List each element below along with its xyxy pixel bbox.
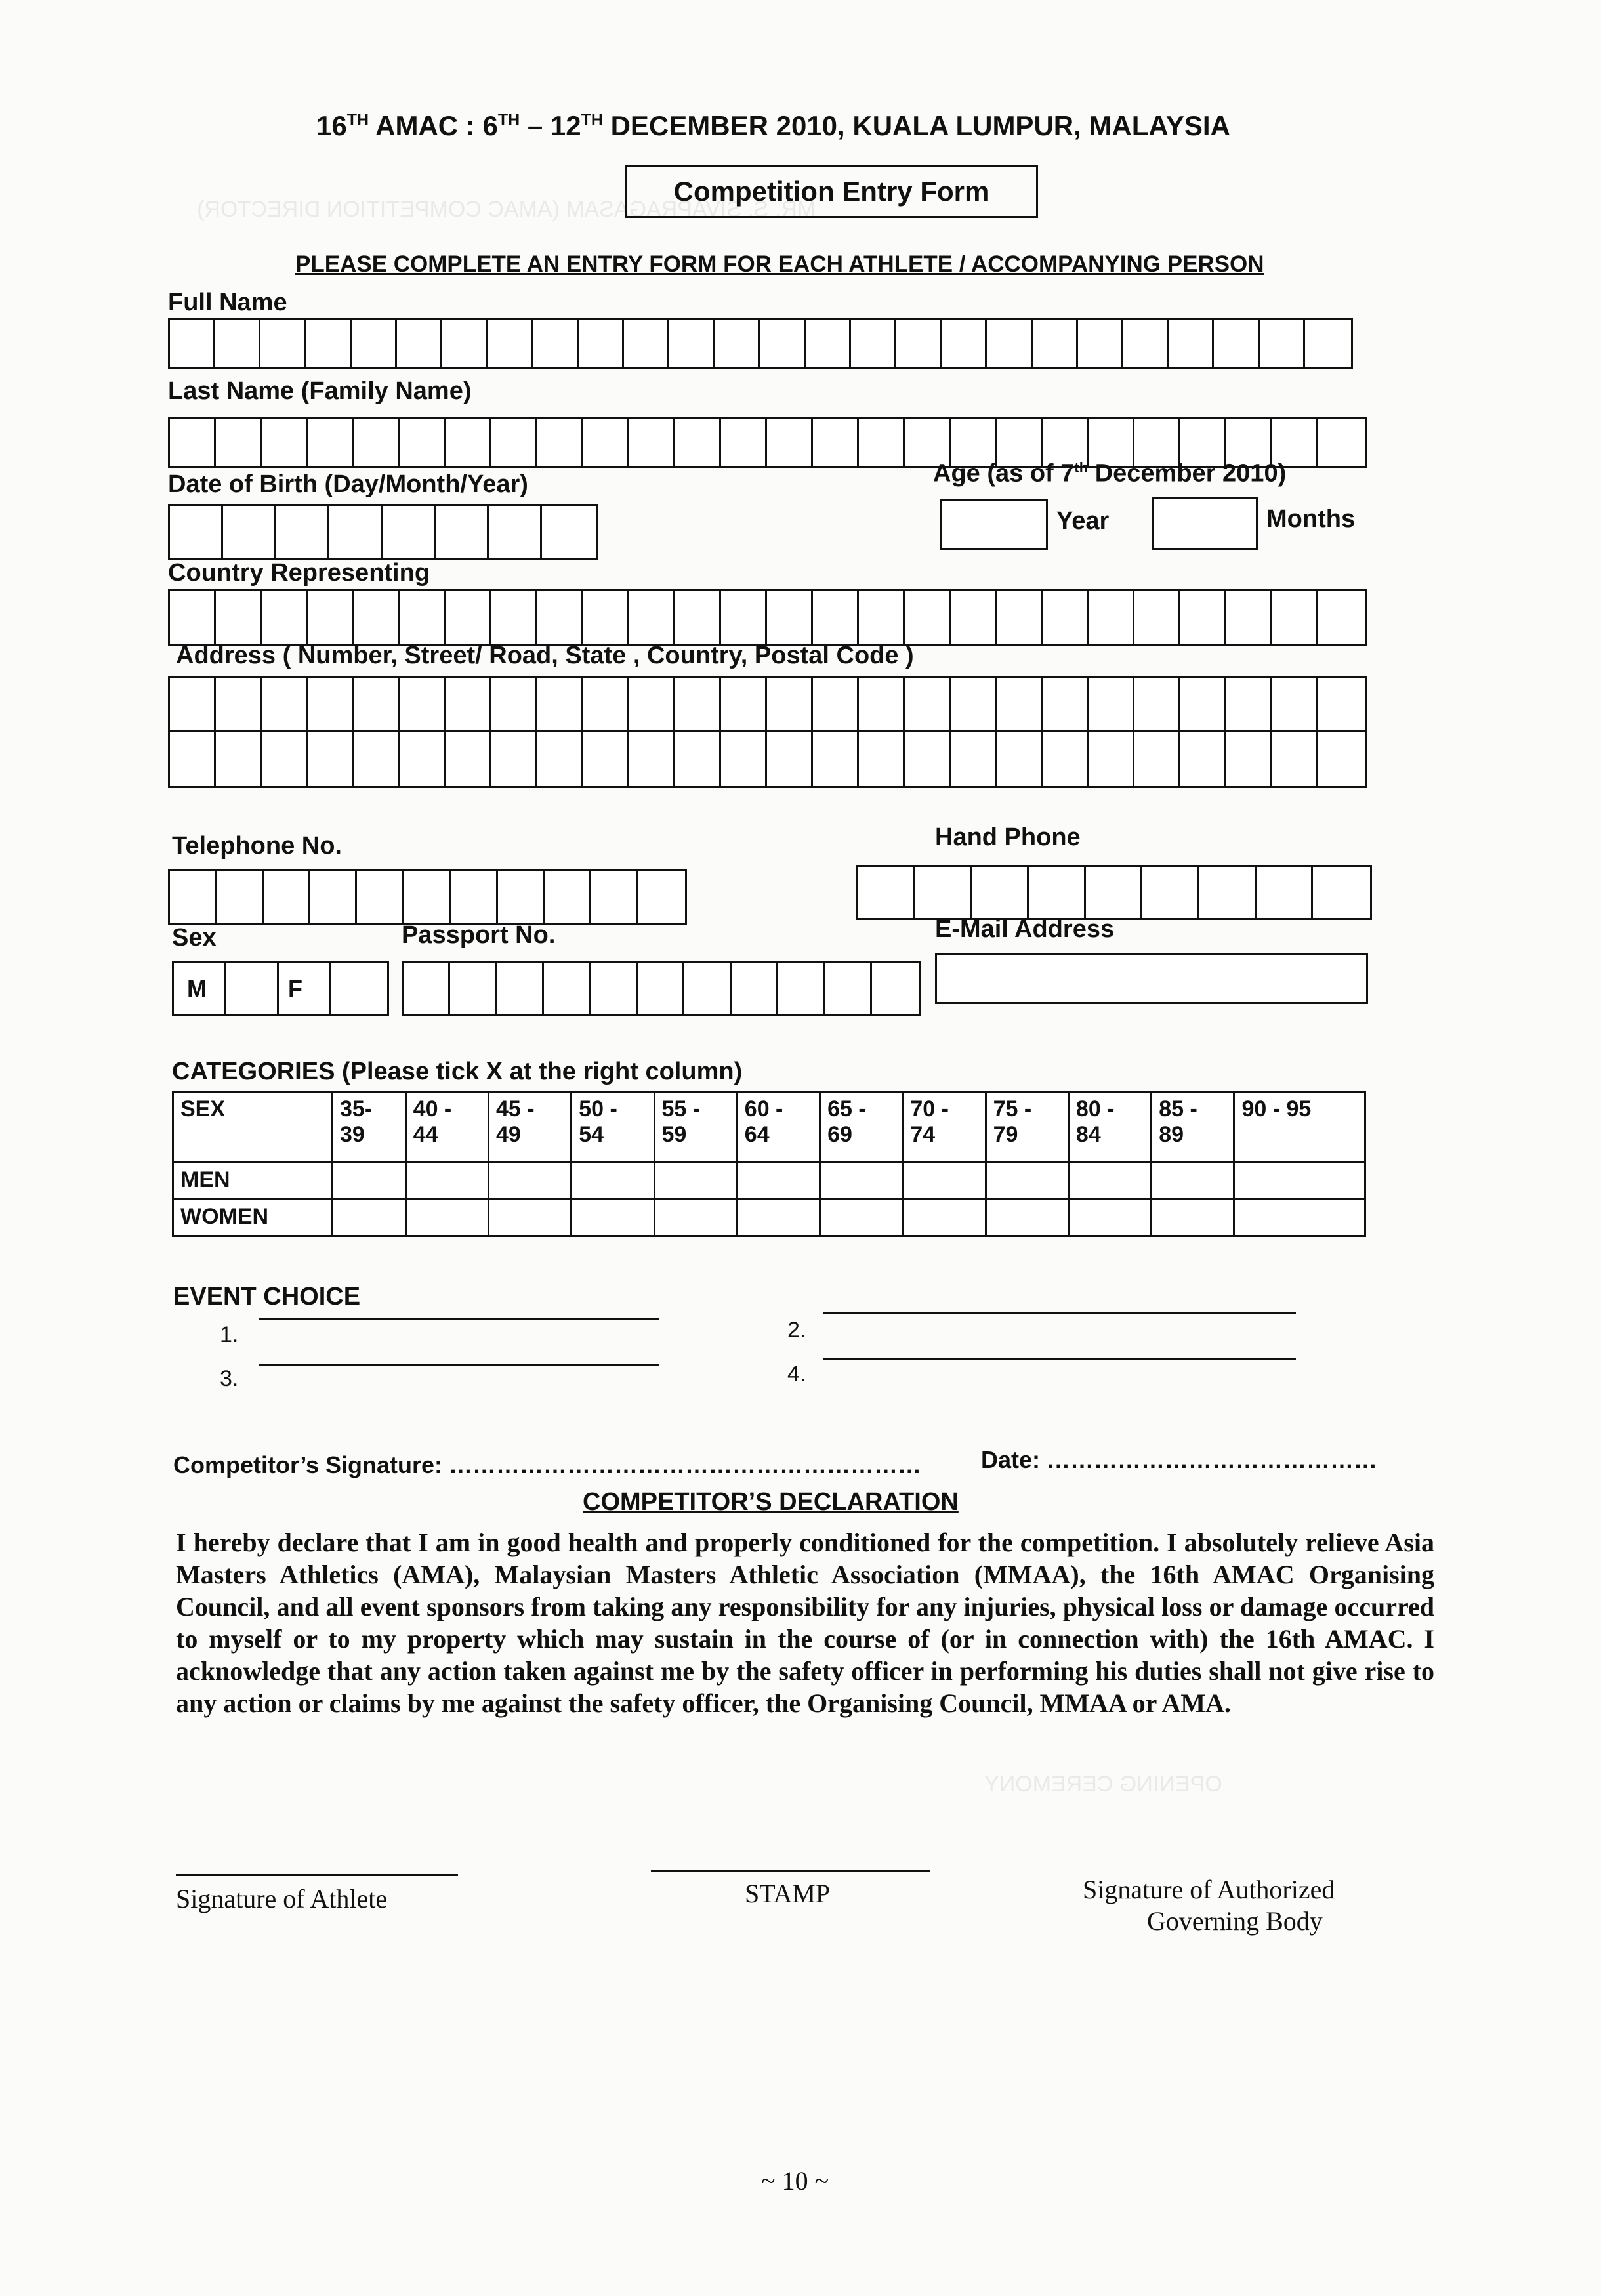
category-row-label: WOMEN — [173, 1200, 333, 1236]
declaration-title: COMPETITOR’S DECLARATION — [583, 1488, 959, 1516]
category-header: 35- 39 — [333, 1092, 406, 1163]
category-cell[interactable] — [572, 1200, 654, 1236]
category-header: 40 - 44 — [405, 1092, 488, 1163]
instruction: PLEASE COMPLETE AN ENTRY FORM FOR EACH ATHLETE / ACCOMPANYING PERSON — [295, 251, 1264, 277]
last-name-label: Last Name (Family Name) — [168, 377, 472, 405]
category-header: 60 - 64 — [737, 1092, 820, 1163]
category-cell[interactable] — [1152, 1200, 1234, 1236]
category-header: 70 - 74 — [903, 1092, 986, 1163]
category-header: 85 - 89 — [1152, 1092, 1234, 1163]
date-line[interactable]: Date: …………………………………… — [981, 1446, 1378, 1473]
sex-m-checkbox[interactable] — [226, 963, 279, 1014]
event-4-field[interactable] — [823, 1358, 1296, 1360]
category-cell[interactable] — [654, 1200, 737, 1236]
stamp-label: STAMP — [745, 1879, 831, 1908]
category-cell[interactable] — [405, 1163, 488, 1200]
hand-phone-field[interactable] — [856, 865, 1372, 920]
age-years-field[interactable] — [940, 499, 1048, 550]
category-header: 65 - 69 — [820, 1092, 903, 1163]
event-1-number: 1. — [220, 1322, 239, 1347]
stamp-line[interactable] — [651, 1870, 930, 1872]
category-header: 80 - 84 — [1068, 1092, 1151, 1163]
category-header: 45 - 49 — [488, 1092, 571, 1163]
bleed-through-text: OPENING CEREMONY — [984, 1772, 1222, 1797]
category-cell[interactable] — [1234, 1163, 1365, 1200]
category-cell[interactable] — [572, 1163, 654, 1200]
sex-label: Sex — [172, 924, 217, 951]
email-field[interactable] — [935, 953, 1368, 1004]
category-header: 75 - 79 — [986, 1092, 1068, 1163]
sex-m-option[interactable]: M — [174, 963, 226, 1014]
category-cell[interactable] — [737, 1200, 820, 1236]
category-cell[interactable] — [654, 1163, 737, 1200]
declaration-text: I hereby declare that I am in good health and properly conditioned for the competition. I absolutely relieve Asia Masters Athletics (AMA), Malaysian Masters Athletic Association (MMAA), the 16th AMAC Organising Council, and all event sponsors from taking any responsibility for any injuries, physical loss or damage occurred to myself or to my property which may sustain in the course of (or in connection with) the 16th AMAC. I acknowledge that any action taken against me by the safety officer in performing his duties shall not give rise to any action or claims by me against the safety officer, the Organising Council, MMAA or AMA. — [176, 1528, 1434, 1718]
category-cell[interactable] — [333, 1163, 406, 1200]
passport-field[interactable] — [402, 961, 921, 1016]
authorized-signature-label: Signature of Authorized — [1083, 1875, 1335, 1904]
telephone-label: Telephone No. — [172, 832, 342, 860]
category-cell[interactable] — [903, 1163, 986, 1200]
category-cell[interactable] — [405, 1200, 488, 1236]
form-title-box — [625, 165, 1038, 218]
hand-phone-label: Hand Phone — [935, 824, 1081, 851]
athlete-signature-label: Signature of Athlete — [176, 1884, 388, 1913]
category-row-label: MEN — [173, 1163, 333, 1200]
form-title: Competition Entry Form — [673, 176, 989, 207]
category-cell[interactable] — [488, 1163, 571, 1200]
event-1-field[interactable] — [259, 1318, 659, 1320]
sex-f-option[interactable]: F — [279, 963, 331, 1014]
competitor-signature-line[interactable]: Competitor’s Signature: …………………………………………………… — [173, 1451, 922, 1478]
full-name-label: Full Name — [168, 289, 287, 316]
country-label: Country Representing — [168, 559, 430, 587]
category-row-women — [173, 1200, 1365, 1236]
category-cell[interactable] — [1234, 1200, 1365, 1236]
category-cell[interactable] — [986, 1200, 1068, 1236]
category-cell[interactable] — [1068, 1200, 1151, 1236]
category-header: 90 - 95 — [1234, 1092, 1365, 1163]
sex-f-checkbox[interactable] — [331, 963, 384, 1014]
page-number: ~ 10 ~ — [761, 2166, 829, 2196]
country-field[interactable] — [168, 589, 1367, 646]
page-header: 16TH AMAC : 6TH – 12TH DECEMBER 2010, KUALA LUMPUR, MALAYSIA — [316, 110, 1230, 141]
event-2-field[interactable] — [823, 1312, 1296, 1314]
event-3-number: 3. — [220, 1366, 239, 1391]
telephone-field[interactable] — [168, 869, 687, 925]
categories-table — [172, 1091, 1366, 1237]
category-cell[interactable] — [1152, 1163, 1234, 1200]
category-cell[interactable] — [903, 1200, 986, 1236]
category-cell[interactable] — [820, 1163, 903, 1200]
sex-field[interactable] — [172, 961, 389, 1016]
event-3-field[interactable] — [259, 1364, 659, 1366]
full-name-field[interactable] — [168, 318, 1353, 369]
age-label: Age (as of 7th December 2010) — [933, 459, 1287, 488]
category-cell[interactable] — [488, 1200, 571, 1236]
category-sex-header: SEX — [173, 1092, 333, 1163]
categories-title: CATEGORIES (Please tick X at the right column) — [172, 1058, 743, 1085]
category-cell[interactable] — [1068, 1163, 1151, 1200]
bleed-through-text: MR. S. SIVAPRAGASAM (AMAC COMPETITION DIRECTOR) — [197, 197, 816, 222]
event-4-number: 4. — [787, 1362, 806, 1387]
event-choice-title: EVENT CHOICE — [173, 1283, 361, 1310]
category-header: 55 - 59 — [654, 1092, 737, 1163]
category-cell[interactable] — [333, 1200, 406, 1236]
category-row-men — [173, 1163, 1365, 1200]
age-months-label: Months — [1266, 505, 1356, 533]
event-2-number: 2. — [787, 1318, 806, 1343]
dob-field[interactable] — [168, 504, 598, 560]
category-cell[interactable] — [986, 1163, 1068, 1200]
dob-label: Date of Birth (Day/Month/Year) — [168, 470, 528, 498]
address-label: Address ( Number, Street/ Road, State , Country, Postal Code ) — [176, 642, 914, 669]
category-cell[interactable] — [820, 1200, 903, 1236]
age-months-field[interactable] — [1152, 497, 1258, 550]
category-cell[interactable] — [737, 1163, 820, 1200]
authorized-signature-label-2: Governing Body — [1147, 1906, 1323, 1936]
athlete-signature-line[interactable] — [176, 1874, 458, 1876]
age-year-label: Year — [1056, 507, 1110, 535]
passport-label: Passport No. — [402, 921, 556, 949]
categories-header-row — [173, 1092, 1365, 1163]
address-line-1[interactable] — [168, 676, 1367, 788]
email-label: E-Mail Address — [935, 915, 1115, 943]
category-header: 50 - 54 — [572, 1092, 654, 1163]
